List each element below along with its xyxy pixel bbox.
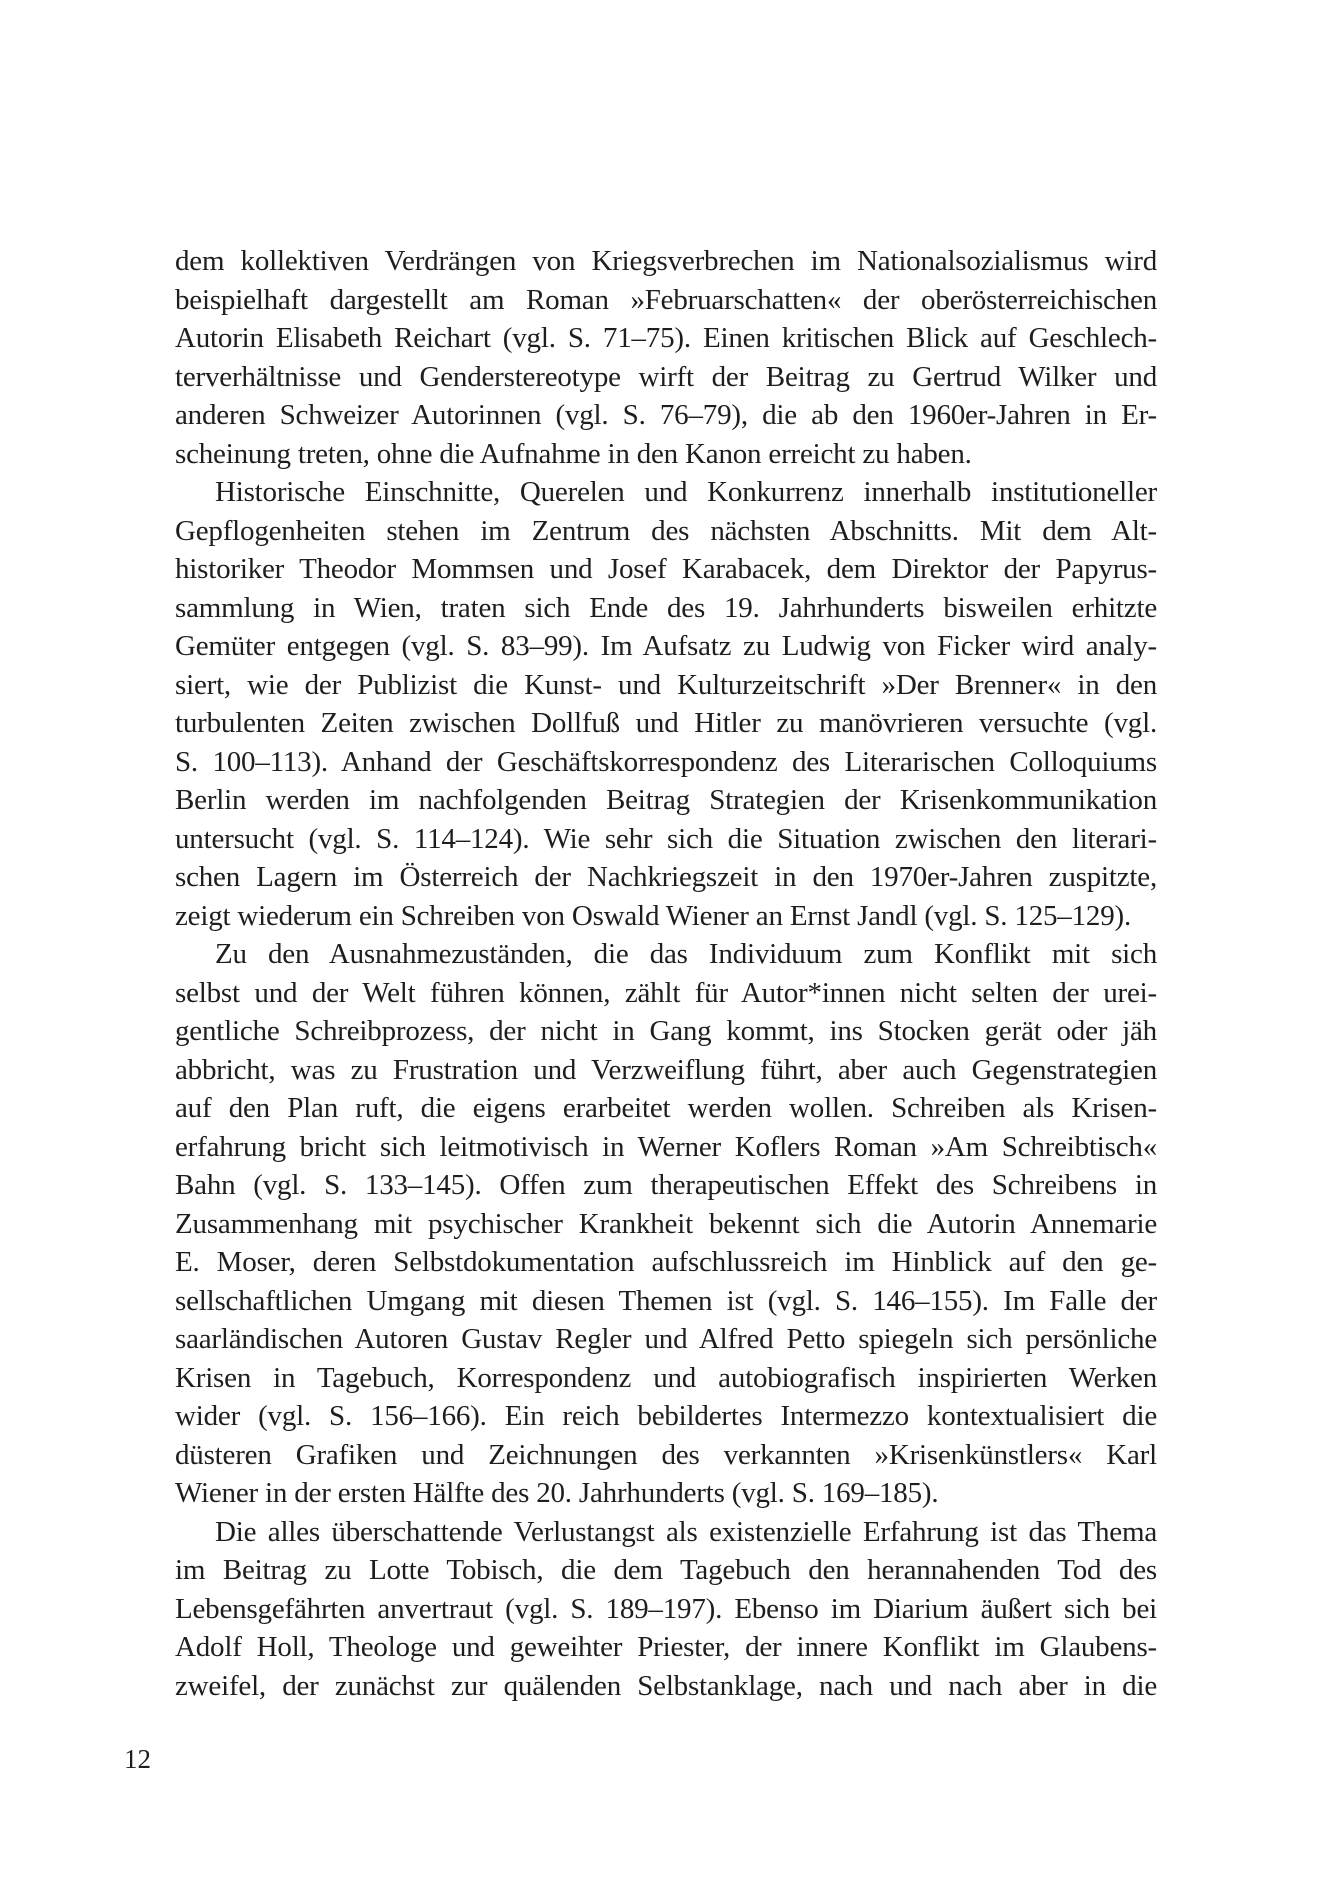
paragraph — [175, 1513, 1157, 1706]
paragraph — [175, 935, 1157, 1513]
text-line: auf den Plan ruft, die eigens erarbeitet werden wollen. Schreiben als Krisen- — [175, 1092, 1157, 1124]
text-line: im Beitrag zu Lotte Tobisch, die dem Tagebuch den herannahenden Tod des — [175, 1554, 1157, 1586]
text-line: Adolf Holl, Theologe und geweihter Priester, der innere Konflikt im Glaubens- — [175, 1631, 1157, 1663]
text-block — [175, 242, 1157, 1705]
text-line: schen Lagern im Österreich der Nachkriegszeit in den 1970er-Jahren zuspitzte, — [175, 861, 1157, 893]
text-line: Gemüter entgegen (vgl. S. 83–99). Im Aufsatz zu Ludwig von Ficker wird analy- — [175, 630, 1157, 662]
text-line: untersucht (vgl. S. 114–124). Wie sehr sich die Situation zwischen den literari- — [175, 822, 1157, 855]
text-line: siert, wie der Publizist die Kunst- und Kulturzeitschrift »Der Brenner« in den — [175, 668, 1157, 701]
text-line: gentliche Schreibprozess, der nicht in Gang kommt, ins Stocken gerät oder jäh — [175, 1015, 1157, 1047]
text-line: Berlin werden im nachfolgenden Beitrag Strategien der Krisenkommunikation — [175, 784, 1157, 816]
text-line: zweifel, der zunächst zur quälenden Selbstanklage, nach und nach aber in die — [175, 1669, 1157, 1702]
paragraph — [175, 242, 1157, 473]
text-line: historiker Theodor Mommsen und Josef Karabacek, dem Direktor der Papyrus- — [175, 553, 1157, 585]
text-line: Krisen in Tagebuch, Korrespondenz und autobiografisch inspirierten Werken — [175, 1361, 1157, 1394]
text-line: düsteren Grafiken und Zeichnungen des verkannten »Krisenkünstlers« Karl — [175, 1438, 1157, 1471]
text-line: Bahn (vgl. S. 133–145). Offen zum therapeutischen Effekt des Schreibens in — [175, 1169, 1157, 1201]
text-line: Wiener in der ersten Hälfte des 20. Jahrhunderts (vgl. S. 169–185). — [175, 1477, 939, 1509]
text-line: selbst und der Welt führen können, zählt für Autor*innen nicht selten der urei- — [175, 976, 1157, 1009]
text-line: wider (vgl. S. 156–166). Ein reich bebildertes Intermezzo kontextualisiert die — [175, 1400, 1157, 1432]
text-line: Zusammenhang mit psychischer Krankheit bekennt sich die Autorin Annemarie — [175, 1207, 1157, 1240]
text-line: Autorin Elisabeth Reichart (vgl. S. 71–75). Einen kritischen Blick auf Geschlech- — [175, 322, 1157, 354]
text-line: turbulenten Zeiten zwischen Dollfuß und Hitler zu manövrieren versuchte (vgl. — [175, 707, 1157, 739]
text-line: anderen Schweizer Autorinnen (vgl. S. 76–79), die ab den 1960er-Jahren in Er- — [175, 399, 1157, 431]
text-line: Historische Einschnitte, Querelen und Konkurrenz innerhalb institutioneller — [215, 476, 1157, 508]
paragraph — [175, 473, 1157, 935]
text-line: scheinung treten, ohne die Aufnahme in den Kanon erreicht zu haben. — [175, 437, 972, 470]
page-number: 12 — [124, 1744, 151, 1774]
text-line: Die alles überschattende Verlustangst als existenzielle Erfahrung ist das Thema — [215, 1515, 1157, 1548]
text-line: Gepflogenheiten stehen im Zentrum des nächsten Abschnitts. Mit dem Alt- — [175, 514, 1157, 547]
text-line: erfahrung bricht sich leitmotivisch in Werner Koflers Roman »Am Schreibtisch« — [175, 1130, 1157, 1163]
text-line: beispielhaft dargestellt am Roman »Februarschatten« der oberösterreichischen — [175, 283, 1157, 316]
text-line: Zu den Ausnahmezuständen, die das Individuum zum Konflikt mit sich — [215, 938, 1157, 970]
text-line: Lebensgefährten anvertraut (vgl. S. 189–197). Ebenso im Diarium äußert sich bei — [175, 1592, 1157, 1625]
text-line: terverhältnisse und Genderstereotype wirft der Beitrag zu Gertrud Wilker und — [175, 360, 1157, 393]
text-line: sellschaftlichen Umgang mit diesen Themen ist (vgl. S. 146–155). Im Falle der — [175, 1284, 1157, 1317]
text-line: dem kollektiven Verdrängen von Kriegsverbrechen im Nationalsozialismus wird — [175, 245, 1157, 277]
text-line: sammlung in Wien, traten sich Ende des 19. Jahrhunderts bisweilen erhitzte — [175, 591, 1157, 624]
text-line: S. 100–113). Anhand der Geschäftskorrespondenz des Literarischen Colloquiums — [175, 745, 1157, 778]
text-line: saarländischen Autoren Gustav Regler und Alfred Petto spiegeln sich persönliche — [175, 1323, 1157, 1355]
text-line: E. Moser, deren Selbstdokumentation aufschlussreich im Hinblick auf den ge- — [175, 1246, 1157, 1278]
text-line: abbricht, was zu Frustration und Verzweiflung führt, aber auch Gegenstrategien — [175, 1053, 1157, 1086]
text-line: zeigt wiederum ein Schreiben von Oswald Wiener an Ernst Jandl (vgl. S. 125–129). — [175, 899, 1131, 932]
